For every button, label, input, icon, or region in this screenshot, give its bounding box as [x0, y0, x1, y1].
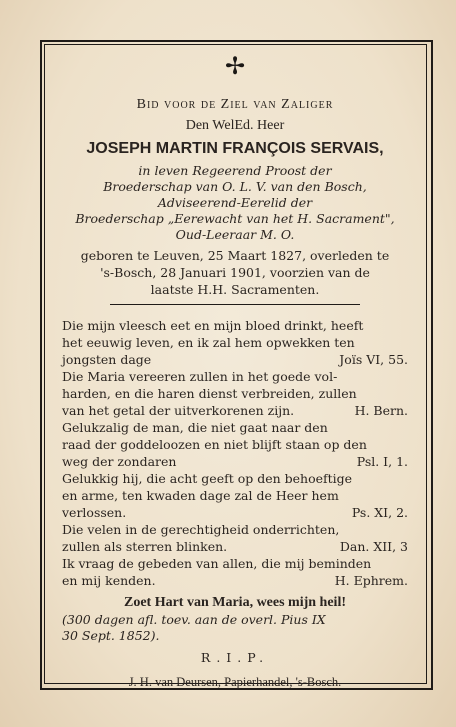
quote-line: jongsten dage — [62, 352, 152, 367]
birth-death-line: laatste H.H. Sacramenten. — [150, 282, 320, 297]
quote-line: Ik vraag de gebeden van allen, die mij beminden — [62, 556, 372, 571]
cross-icon: ✢ — [224, 52, 246, 80]
indulgence-line: 30 Sept. 1852). — [62, 628, 160, 643]
quote-line: het eeuwig leven, en ik zal hem opwekken ten — [62, 335, 355, 350]
printer-imprint: J. H. van Deursen, Papierhandel, 's-Bosch. — [128, 675, 342, 689]
honorific: Den WelEd. Heer — [185, 118, 285, 133]
indulgence-note — [62, 612, 408, 644]
quote-line: Die velen in de gerechtigheid onderrichten, — [62, 522, 340, 537]
role-line: Broederschap van O. L. V. van den Bosch, — [103, 179, 367, 194]
prayer-request-heading: Bid voor de Ziel van Zaliger — [136, 97, 334, 112]
birth-death-line: geboren te Leuven, 25 Maart 1827, overleden te — [80, 248, 390, 263]
quote-line: verlossen. — [62, 505, 127, 520]
quote — [62, 555, 408, 589]
quote — [62, 419, 408, 470]
closing-prayer: Zoet Hart van Maria, wees mijn heil! — [123, 595, 346, 610]
role-line: Adviseerend-Eerelid der — [157, 195, 313, 210]
quote-line: Die mijn vleesch eet en mijn bloed drinkt, heeft — [62, 318, 364, 333]
rip-text: R.I.P. — [200, 650, 270, 665]
quote-line: zullen als sterren blinken. — [62, 539, 228, 554]
quotes-block — [62, 317, 408, 589]
role-line: in leven Regeerend Proost der — [138, 163, 332, 178]
quote-line: weg der zondaren — [62, 454, 177, 469]
indulgence-line: (300 dagen afl. toev. aan de overl. Pius IX — [62, 612, 326, 627]
quote — [62, 470, 408, 521]
quote-reference: Psl. I, 1. — [356, 454, 408, 469]
deceased-name: JOSEPH MARTIN FRANÇOIS SERVAIS, — [86, 140, 384, 157]
role-line: Oud-Leeraar M. O. — [175, 227, 295, 242]
quote-line: van het getal der uitverkorenen zijn. — [62, 403, 295, 418]
quote-reference: Dan. XII, 3 — [339, 539, 408, 554]
quote-line: raad der goddeloozen en niet blijft staan op den — [62, 437, 367, 452]
quote-line: Die Maria vereeren zullen in het goede vol- — [62, 369, 338, 384]
card-content — [62, 52, 408, 690]
quote-reference: Joïs VI, 55. — [339, 352, 408, 367]
birth-death-block — [62, 247, 408, 298]
quote-line: en mij kenden. — [62, 573, 156, 588]
quote — [62, 317, 408, 368]
quote-reference: H. Bern. — [354, 403, 408, 418]
divider — [110, 304, 360, 305]
quote-line: Gelukkig hij, die acht geeft op den behoeftige — [62, 471, 353, 486]
role-line: Broederschap „Eerewacht van het H. Sacrament", — [75, 211, 395, 226]
quote-reference: Ps. XI, 2. — [351, 505, 408, 520]
birth-death-line: 's-Bosch, 28 Januari 1901, voorzien van de — [100, 265, 370, 280]
quote-line: Gelukzalig de man, die niet gaat naar den — [62, 420, 328, 435]
quote — [62, 368, 408, 419]
roles-block — [62, 163, 408, 243]
quote-line: harden, en die haren dienst verbreiden, zullen — [62, 386, 357, 401]
quote — [62, 521, 408, 555]
quote-line: en arme, ten kwaden dage zal de Heer hem — [62, 488, 339, 503]
quote-reference: H. Ephrem. — [334, 573, 408, 588]
